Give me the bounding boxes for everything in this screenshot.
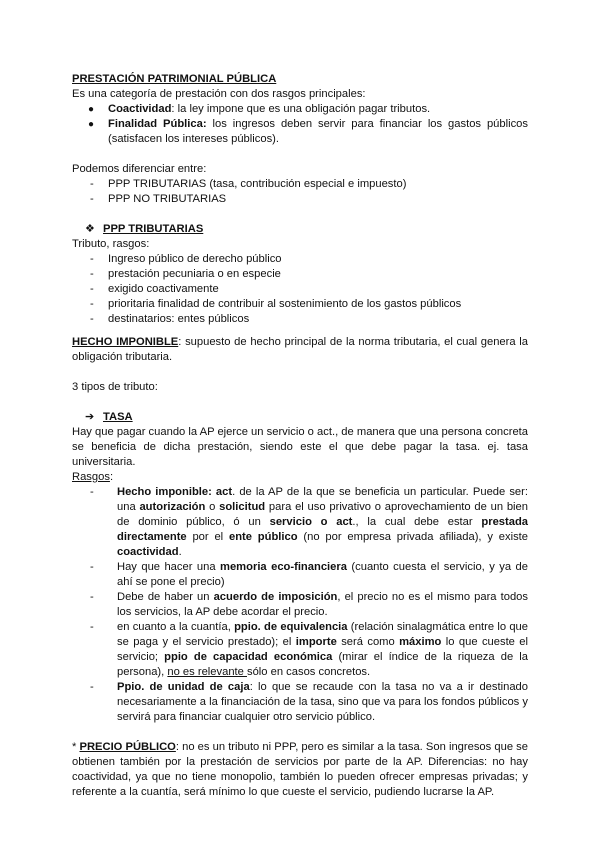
- list-item: [72, 312, 528, 327]
- tributo-rasgos-list: [72, 252, 528, 327]
- dash-icon: -: [90, 193, 94, 205]
- text: (relación sinalagmática entre lo que se paga y el servicio prestado); el: [117, 621, 528, 648]
- list-item: [72, 590, 528, 620]
- diferenciar-intro: Podemos diferenciar entre:: [72, 163, 207, 175]
- bold-text: autorización: [139, 501, 206, 513]
- item-text: Ingreso público de derecho público: [108, 253, 282, 265]
- text: en cuanto a la cuantía,: [117, 621, 235, 633]
- hecho-imponible-paragraph: [72, 335, 528, 365]
- text: , el precio no es el mismo para todos los servicios, la AP debe acordar el precio.: [117, 591, 528, 618]
- bold-text: ppio de capacidad económica: [164, 651, 333, 663]
- list-item: [72, 267, 528, 282]
- text: (mirar el índice de la riqueza de la persona),: [117, 651, 528, 678]
- definition: : supuesto de hecho principal de la norma tributaria, el cual genera la obligación tributaria.: [72, 336, 529, 363]
- dash-icon: -: [90, 298, 94, 310]
- item-term: Finalidad Pública:: [108, 118, 207, 130]
- dash-icon: -: [90, 178, 94, 190]
- text: .: [178, 546, 182, 558]
- bold-text: ente público: [228, 531, 298, 543]
- bold-text: acuerdo de imposición: [213, 591, 338, 603]
- heading-text: TASA: [103, 411, 133, 423]
- item-text: los ingresos deben servir para financiar los gastos públicos (satisfacen los intereses públicos).: [108, 118, 528, 145]
- rasgos-principales-list: [72, 102, 528, 147]
- tasa-description: Hay que pagar cuando la AP ejerce un servicio o act., de manera que una persona concreta se beneficia de dicha prestación, siendo este el que debe pagar la tasa. ej. tasa universitaria.: [72, 426, 528, 468]
- bold-text: memoria eco-financiera: [220, 561, 347, 573]
- text: para el uso privativo o aprovechamiento de un bien de dominio público, ó un: [117, 501, 528, 528]
- list-item: [72, 102, 528, 117]
- tipos-text: 3 tipos de tributo:: [72, 381, 158, 393]
- list-item: [72, 117, 528, 147]
- text: (cuanto cuesta el servicio, y ya de ahí se pone el precio): [117, 561, 528, 588]
- page-title: PRESTACIÓN PATRIMONIAL PÚBLICA: [72, 73, 277, 85]
- list-item: [72, 560, 528, 590]
- dash-icon: -: [90, 253, 94, 265]
- bullet-icon: ●: [88, 104, 95, 115]
- bold-text: prestada directamente: [117, 516, 529, 543]
- term: HECHO IMPONIBLE: [72, 336, 179, 348]
- bold-text: Ppio. de unidad de caja: [117, 681, 250, 693]
- underlined-text: no es relevante: [167, 666, 247, 678]
- bold-text: coactividad: [117, 546, 179, 558]
- dash-icon: -: [90, 591, 94, 603]
- text: por el: [186, 531, 229, 543]
- text: ., la cual debe estar: [352, 516, 482, 528]
- item-term: Coactividad: [108, 103, 172, 115]
- ppp-tributarias-heading: [72, 222, 528, 237]
- item-text: exigido coactivamente: [108, 283, 219, 295]
- bold-text: Hecho imponible: act: [117, 486, 233, 498]
- document-page: [72, 72, 528, 800]
- item-text: destinatarios: entes públicos: [108, 313, 250, 325]
- item-text: : la ley impone que es una obligación pagar tributos.: [171, 103, 431, 115]
- tributo-intro: Tributo, rasgos:: [72, 238, 150, 250]
- text: será como: [336, 636, 400, 648]
- list-item: [72, 485, 528, 560]
- text: . de la AP de la que se beneficia un particular. Puede ser: una: [117, 486, 528, 513]
- bold-text: ppio. de equivalencia: [234, 621, 348, 633]
- asterisk: *: [72, 741, 80, 753]
- list-item: [72, 177, 528, 192]
- list-item: [72, 282, 528, 297]
- bold-text: solicitud: [219, 501, 266, 513]
- dash-icon: -: [90, 621, 94, 633]
- text: Debe de haber un: [117, 591, 214, 603]
- diamond-icon: ❖: [85, 223, 96, 235]
- label-colon: :: [109, 471, 114, 483]
- item-text: PPP TRIBUTARIAS (tasa, contribución especial e impuesto): [108, 178, 407, 190]
- list-item: [72, 297, 528, 312]
- dash-icon: -: [90, 681, 94, 693]
- list-item: [72, 252, 528, 267]
- text: Hay que hacer una: [117, 561, 221, 573]
- text: : lo que se recaude con la tasa no va a ir destinado necesariamente a la financiación de la tasa, sino que va para los fondos públicos y servirá para financiar cualquier otro servicio público.: [117, 681, 528, 723]
- bold-text: servicio o act: [269, 516, 353, 528]
- diferenciar-list: [72, 177, 528, 207]
- term: PRECIO PÚBLICO: [79, 741, 176, 753]
- precio-publico-paragraph: [72, 740, 528, 800]
- tasa-heading: [72, 410, 528, 425]
- arrow-right-icon: ➔: [85, 411, 95, 423]
- text: (no por empresa privada afiliada), y existe: [297, 531, 529, 543]
- item-text: PPP NO TRIBUTARIAS: [108, 193, 227, 205]
- rasgos-label: [72, 470, 528, 485]
- definition: : no es un tributo ni PPP, pero es similar a la tasa. Son ingresos que se obtienen también por la prestación de servicios por parte de la AP. Diferencias: no hay coactividad, ya que no tiene monopolio, también lo pueden ofrecer empresas privadas; y referente a la cuantía, será mínimo lo que cueste el servicio, pudiendo lucrarse la AP.: [72, 741, 528, 798]
- bold-text: importe: [295, 636, 337, 648]
- list-item: [72, 192, 528, 207]
- text: lo que cueste el servicio;: [117, 636, 529, 663]
- dash-icon: -: [90, 283, 94, 295]
- label-text: Rasgos: [72, 471, 110, 483]
- heading-text: PPP TRIBUTARIAS: [103, 223, 204, 235]
- bullet-icon: ●: [88, 119, 95, 130]
- dash-icon: -: [90, 268, 94, 280]
- item-text: prioritaria finalidad de contribuir al sostenimiento de los gastos públicos: [108, 298, 462, 310]
- tasa-rasgos-list: [72, 485, 528, 725]
- item-text: prestación pecuniaria o en especie: [108, 268, 281, 280]
- text: o: [205, 501, 220, 513]
- dash-icon: -: [90, 486, 94, 498]
- bold-text: máximo: [399, 636, 442, 648]
- dash-icon: -: [90, 561, 94, 573]
- intro-text: Es una categoría de prestación con dos rasgos principales:: [72, 88, 366, 100]
- text: sólo en casos concretos.: [246, 666, 371, 678]
- list-item: [72, 620, 528, 680]
- list-item: [72, 680, 528, 725]
- dash-icon: -: [90, 313, 94, 325]
